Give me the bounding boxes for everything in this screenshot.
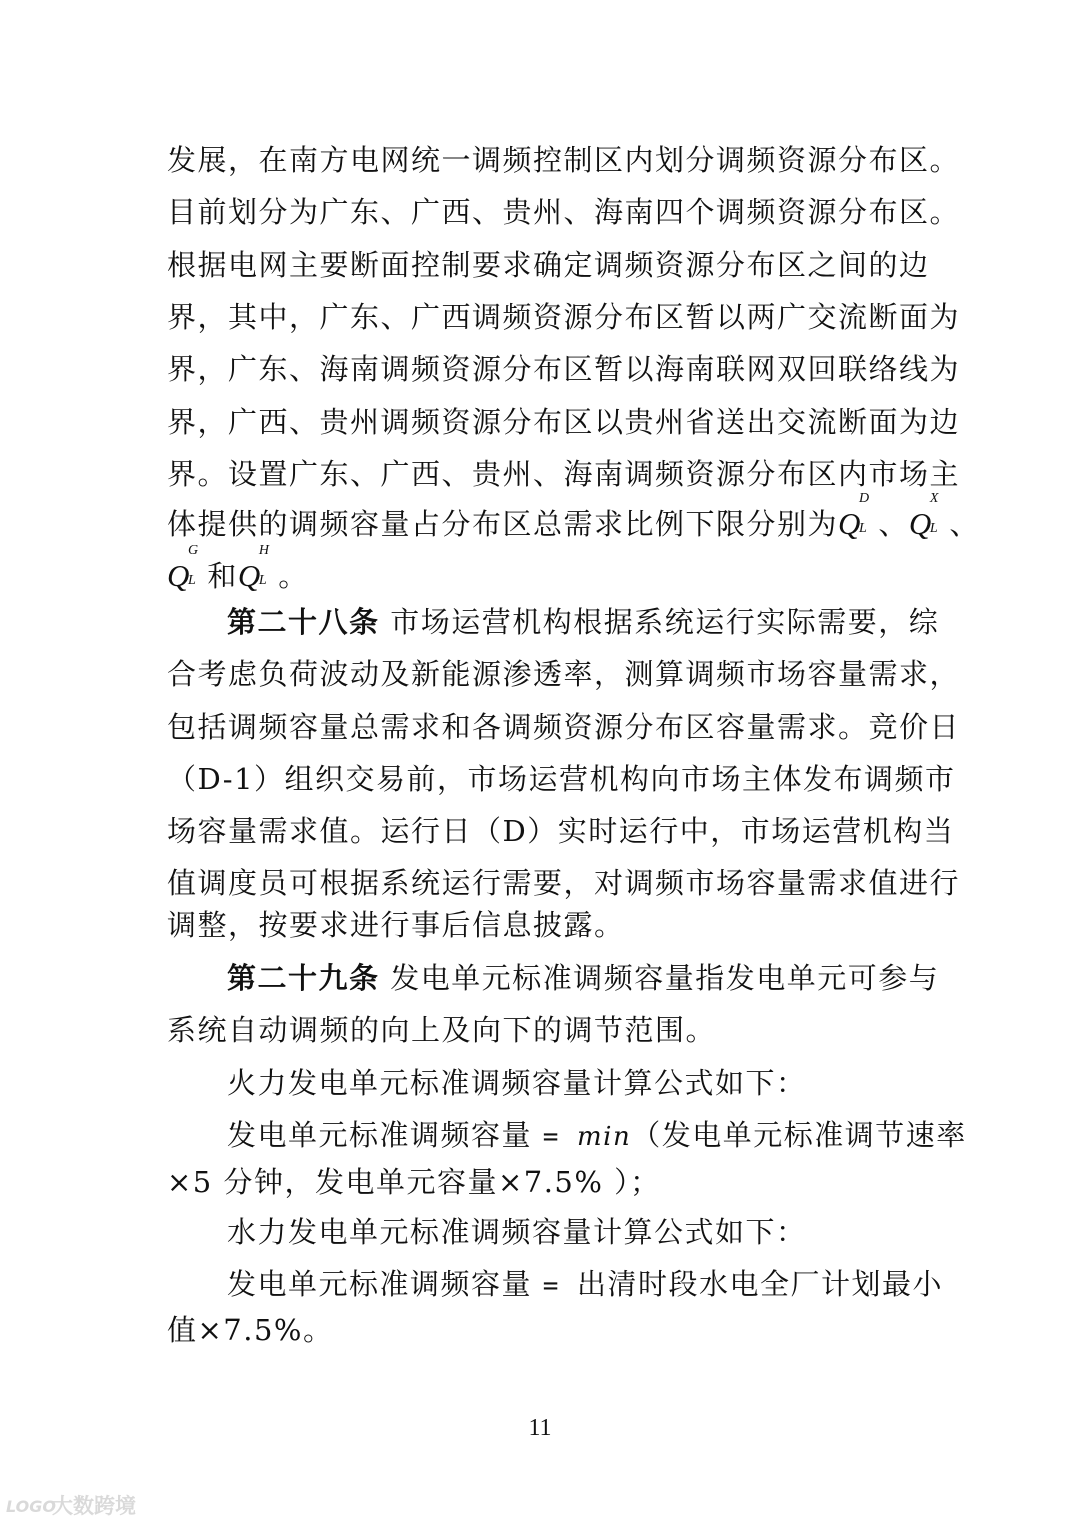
body-line: 合考虑负荷波动及新能源渗透率，测算调频市场容量需求，	[167, 657, 961, 691]
body-line: 界。设置广东、广西、贵州、海南调频资源分布区内市场主	[167, 457, 961, 491]
thermal-heading: 火力发电单元标准调频容量计算公式如下：	[227, 1066, 807, 1100]
body-line: 目前划分为广东、广西、贵州、海南四个调频资源分布区。	[167, 195, 961, 229]
q-symbol-d: Q D L	[838, 491, 870, 541]
watermark-brand: 大数跨境	[52, 1494, 136, 1518]
hydro-formula-continuation: 值×7.5%。	[167, 1313, 334, 1347]
period: 。	[278, 559, 309, 593]
body-line: （D-1）组织交易前，市场运营机构向市场主体发布调频市	[167, 762, 956, 796]
body-text: 体提供的调频容量占分布区总需求比例下限分别为	[167, 507, 839, 541]
article-28-text: 市场运营机构根据系统运行实际需要，综	[379, 605, 940, 639]
q-symbol-g: Q G L	[167, 543, 199, 593]
separator: 、	[949, 507, 980, 541]
body-line: 值调度员可根据系统运行需要，对调频市场容量需求值进行	[167, 866, 961, 900]
q-symbol-x: Q X L	[908, 491, 939, 541]
watermark-logo-icon	[6, 1492, 56, 1518]
q-symbol-h: Q H L	[237, 543, 270, 593]
body-line: 界，其中，广东、广西调频资源分布区暂以两广交流断面为	[167, 300, 961, 334]
body-line-with-formula	[167, 543, 917, 600]
hydro-heading: 水力发电单元标准调频容量计算公式如下：	[227, 1215, 807, 1249]
body-line: 界，广东、海南调频资源分布区暂以海南联网双回联络线为	[167, 352, 961, 386]
thermal-formula-line: 发电单元标准调频容量 = min（发电单元标准调节速率	[227, 1118, 967, 1152]
body-line: 系统自动调频的向上及向下的调节范围。	[167, 1013, 717, 1047]
body-line: 包括调频容量总需求和各调频资源分布区容量需求。竞价日	[167, 710, 961, 744]
thermal-formula-continuation: ×5 分钟，发电单元容量×7.5% ）；	[167, 1165, 661, 1199]
article-29-title: 第二十九条	[227, 961, 380, 995]
article-28-title: 第二十八条	[227, 605, 380, 639]
body-line: 界，广西、贵州调频资源分布区以贵州省送出交流断面为边	[167, 405, 961, 439]
hydro-formula-line: 发电单元标准调频容量 = 出清时段水电全厂计划最小	[227, 1267, 944, 1301]
body-line: 场容量需求值。运行日（D）实时运行中，市场运营机构当	[167, 814, 955, 848]
body-line-with-formula	[167, 491, 980, 548]
article-29-first-line	[227, 958, 940, 998]
svg-text:LOGO: LOGO	[6, 1497, 56, 1516]
separator: 、	[878, 507, 909, 541]
watermark	[6, 1488, 136, 1522]
body-line: 调整，按要求进行事后信息披露。	[167, 908, 625, 942]
body-line: 根据电网主要断面控制要求确定调频资源分布区之间的边	[167, 248, 930, 282]
article-28-first-line	[227, 602, 940, 642]
article-29-text: 发电单元标准调频容量指发电单元可参与	[379, 961, 940, 995]
body-line: 发展，在南方电网统一调频控制区内划分调频资源分布区。	[167, 143, 961, 177]
conjunction: 和	[207, 559, 238, 593]
page-number: 11	[528, 1415, 552, 1441]
